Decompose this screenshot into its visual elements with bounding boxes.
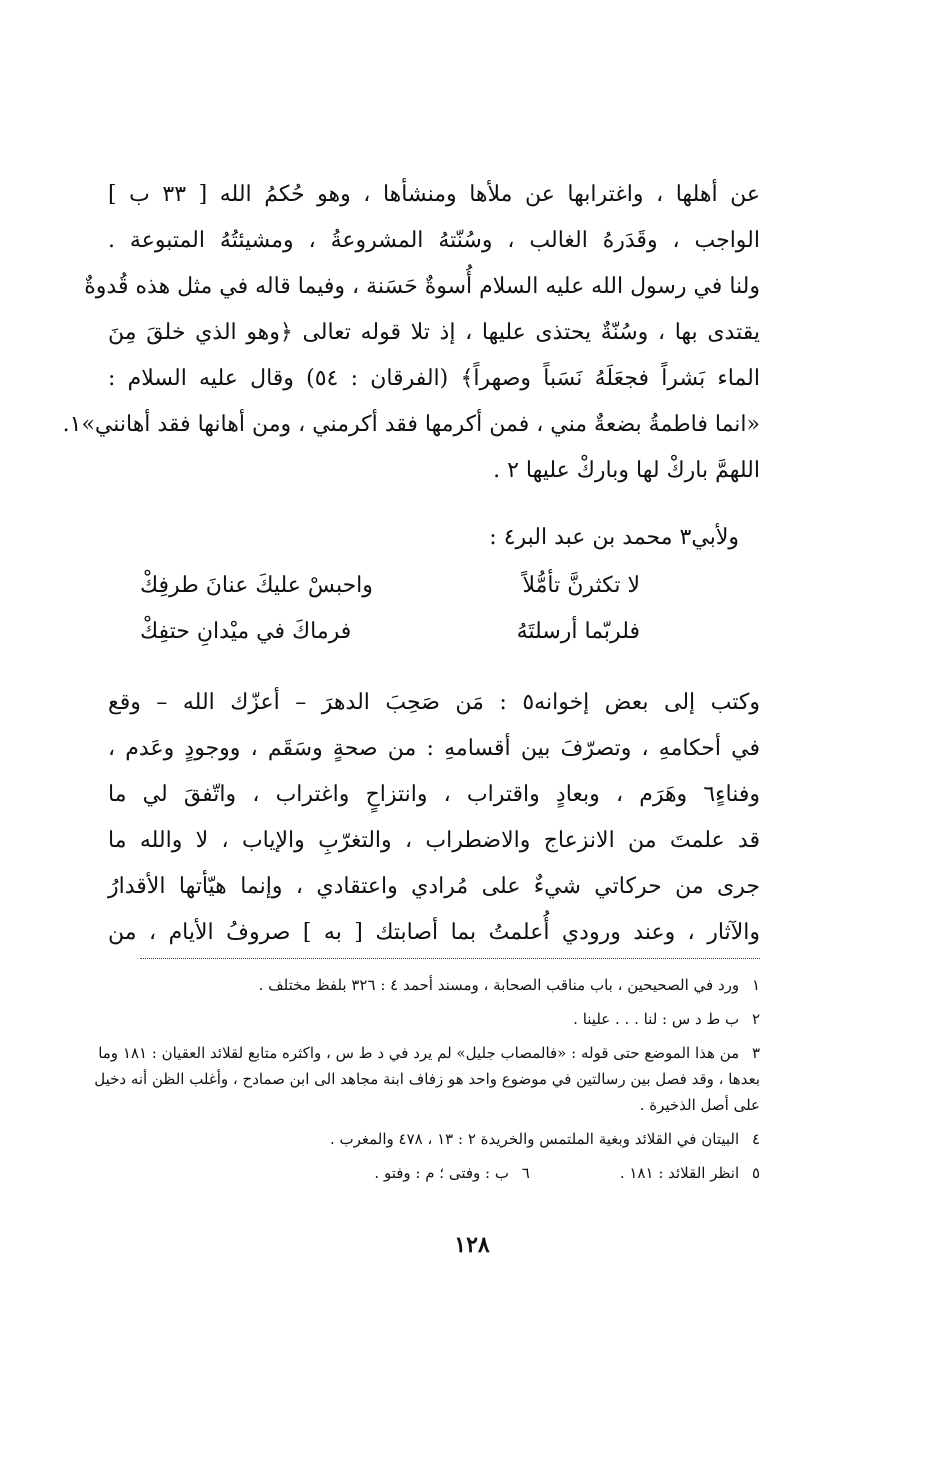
verse-hemistich-first: فلربّما أرسلتَهُ — [516, 619, 640, 644]
text-line: ولنا في رسول الله عليه السلام أُسوةٌ حَسَنة ، وفيما قاله في مثل هذه قُدوةٌ — [84, 274, 760, 299]
text-line: الواجب ، وقَدَرهُ الغالب ، وسُنّتهُ المشروعةُ ، ومشيئتُهُ المتبوعة . — [108, 228, 760, 253]
footnote-number: ٦ — [521, 1164, 530, 1182]
poet-intro: ولأبي٣ محمد بن عبد البر٤ : — [489, 525, 739, 550]
footnote-text: من هذا الموضع حتى قوله : «فالمصاب جليل» لم يرد في د ط س ، واكثره متابع لقلائد العقيان : ١٨١ وما بعدها ، وقد فصل بين رسالتين في موضوع واحد هو زفاف ابنة مجاهد الى ابن صمادح ، وأغلب الظن أنه دخيل على أصل الذخيرة . — [94, 1044, 760, 1114]
footnote-number: ٥ — [751, 1164, 760, 1182]
text-line: في أحكامهِ ، وتصرّفَ بين أقسامهِ : من صحةٍ وسَقَم ، ووجودٍ وعَدم ، — [108, 736, 760, 761]
text-line: «انما فاطمةُ بضعةٌ مني ، فمن أكرمها فقد أكرمني ، ومن أهانها فقد أهانني»١. — [62, 412, 760, 437]
text-line: جرى من حركاتي شيءٌ على مُرادي واعتقادي ، وإنما هيّأتها الأقدارُ — [108, 874, 761, 899]
text-line: عن أهلها ، واغترابها عن ملأها ومنشأها ، وهو حُكمُ الله [ ٣٣ ب ] — [108, 182, 760, 207]
text-line: والآثار ، وعند ورودي أُعلمتُ بما أصابتك [ به ] صروفُ الأيام ، من — [108, 920, 760, 945]
footnote — [374, 1160, 529, 1186]
verse-hemistich-second: فرماكَ في ميْدانِ حتفِكْ — [140, 619, 352, 644]
verse-hemistich-second: واحبسْ عليكَ عنانَ طرفِكْ — [140, 573, 373, 598]
text-line: اللهمَّ باركْ لها وباركْ عليها ٢ . — [493, 458, 760, 483]
paragraph-main — [62, 172, 760, 494]
footnote-text: ب : وفتى ؛ م : وفتو . — [374, 1164, 509, 1182]
footnote — [620, 1160, 760, 1186]
footnote — [90, 1126, 760, 1152]
footnote-number: ٢ — [751, 1010, 760, 1028]
footnote-divider — [140, 958, 760, 959]
footnote — [90, 1006, 760, 1032]
text-line: وفناءٍ٦ وهَرَم ، وبعادٍ واقتراب ، وانتزاحٍ واغتراب ، واتّفقَ لي ما — [108, 782, 760, 807]
footnote-row — [90, 1160, 760, 1186]
text-line: الماء بَشراً فجعَلَهُ نَسَباً وصهراً﴾ (الفرقان : ٥٤) وقال عليه السلام : — [108, 366, 760, 391]
verse-line — [140, 563, 640, 609]
footnote-text: انظر القلائد : ١٨١ . — [619, 1164, 740, 1182]
footnote-text: ورد في الصحيحين ، باب مناقب الصحابة ، ومسند أحمد ٤ : ٣٢٦ بلفظ مختلف . — [258, 976, 740, 994]
footnote-number: ٣ — [751, 1044, 760, 1062]
text-line: يقتدى بها ، وسُنّةٌ يحتذى عليها ، إذ تلا قوله تعالى ﴿وهو الذي خلقَ مِنَ — [108, 320, 760, 345]
footnote-text: ب ط د س : لنا . . . علينا . — [573, 1010, 740, 1028]
text-line: وكتب إلى بعض إخوانه٥ : مَن صَحِبَ الدهرَ – أعزّك الله – وقع — [108, 690, 760, 715]
page-number: ١٢٨ — [454, 1232, 490, 1258]
footnote-number: ١ — [751, 976, 760, 994]
footnote-number: ٤ — [751, 1130, 760, 1148]
verse-line — [140, 609, 640, 655]
footnote — [90, 1040, 760, 1118]
verse-hemistich-first: لا تكثرنَّ تأمُّلاً — [522, 573, 640, 598]
text-line: قد علمتَ من الانزعاج والاضطراب ، والتغرّبِ والإياب ، لا والله ما — [108, 828, 760, 853]
footnotes — [90, 972, 760, 1194]
paragraph-letter — [108, 680, 760, 956]
footnote — [90, 972, 760, 998]
footnote-text: البيتان في القلائد وبغية الملتمس والخريدة ٢ : ١٣ ، ٤٧٨ والمغرب . — [329, 1130, 740, 1148]
